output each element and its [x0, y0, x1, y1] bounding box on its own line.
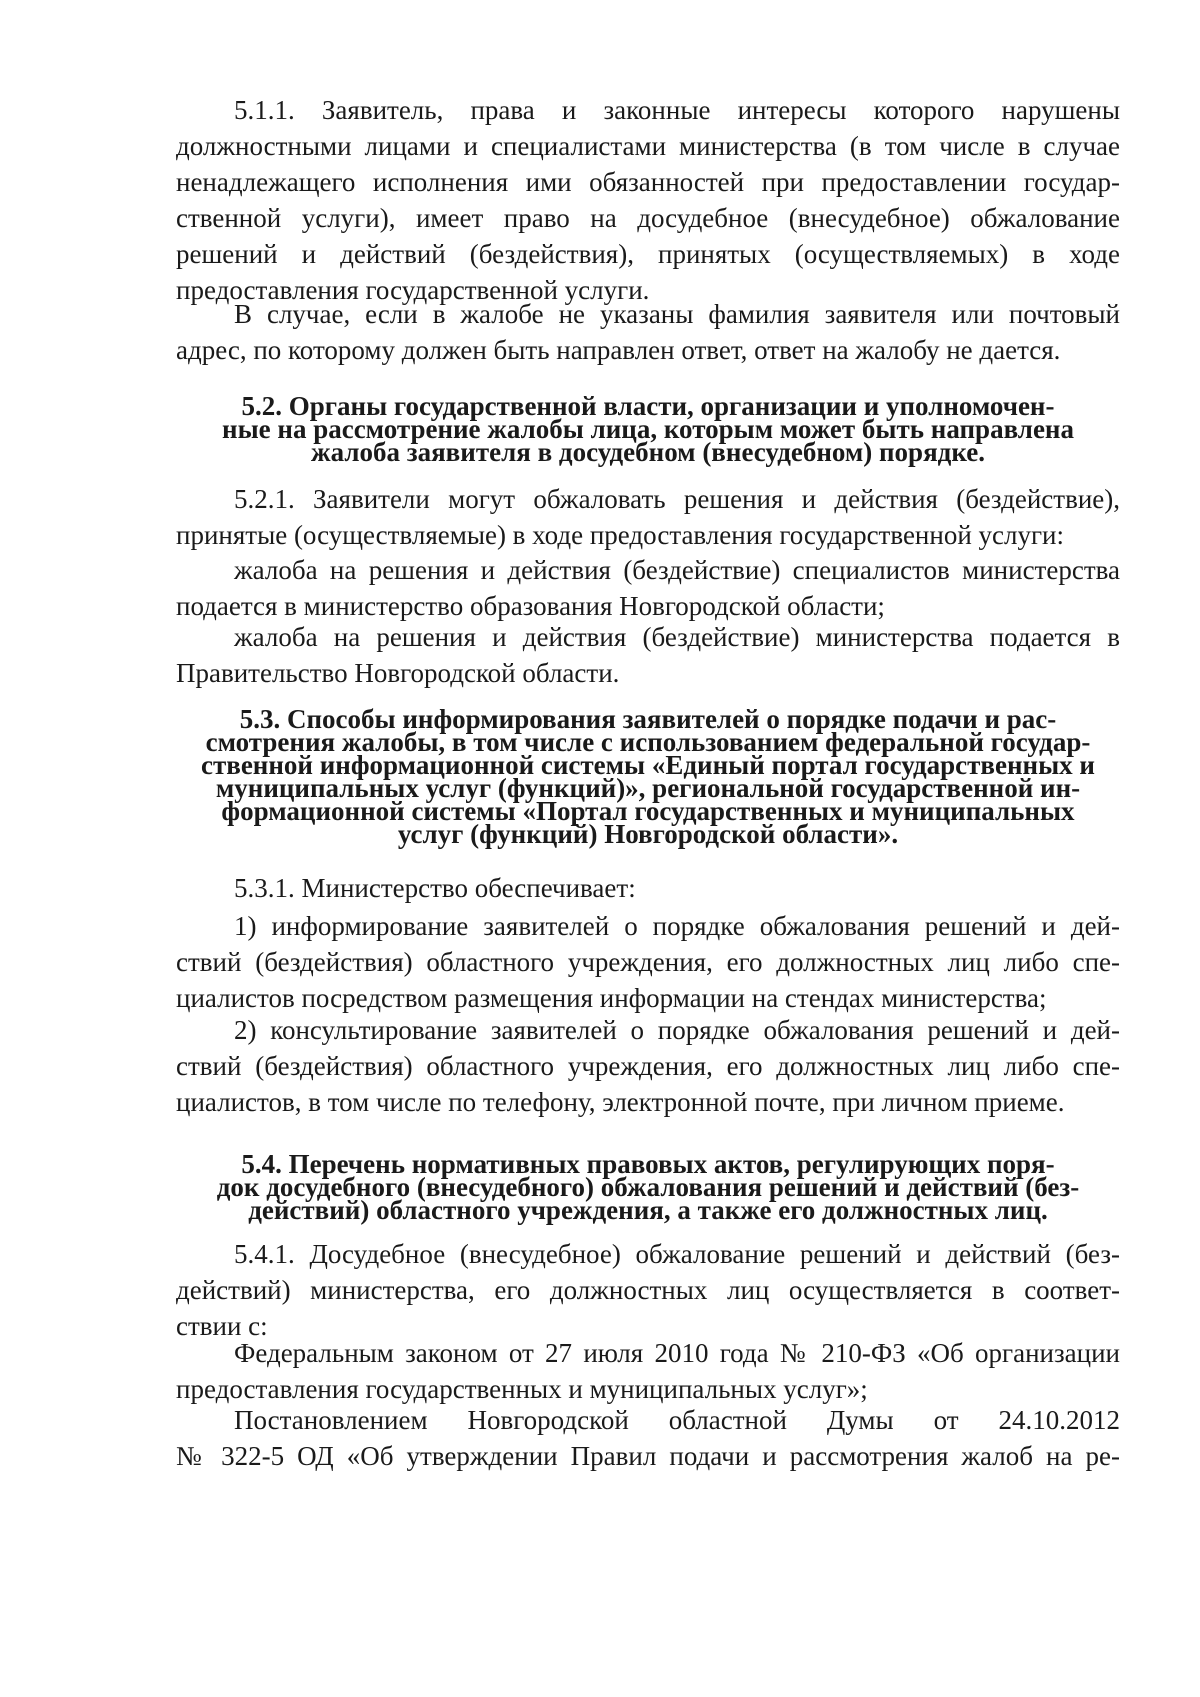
text-line: В случае, если в жалобе не указаны фамилия заявителя или почтовый: [234, 299, 1120, 329]
text-line: принятые (осуществляемые) в ходе предоставления государственной услуги:: [176, 520, 1065, 550]
text-line: 2) консультирование заявителей о порядке обжалования решений и дей-: [234, 1015, 1120, 1045]
paragraph-5-1-1-note: [176, 296, 1120, 368]
text-line: жалоба на решения и действия (бездействие) специалистов министерства: [234, 555, 1120, 585]
text-line: решений и действий (бездействия), принятых (осуществляемых) в ходе: [176, 239, 1120, 269]
paragraph-5-2-1-complaint-ministry: [176, 619, 1120, 691]
heading-line: услуг (функций) Новгородской области».: [397, 819, 899, 849]
heading-line: действий) областного учреждения, а также его должностных лиц.: [248, 1195, 1048, 1225]
text-line: циалистов посредством размещения информации на стендах министерства;: [176, 983, 1047, 1013]
text-line: ственной услуги), имеет право на досудебное (внесудебное) обжалование: [176, 203, 1120, 233]
paragraph-5-3-1: [176, 870, 1120, 906]
heading-line: ные на рассмотрение жалобы лица, которым может быть направлена: [222, 414, 1074, 444]
paragraph-5-3-1-item-1: [176, 908, 1120, 1016]
heading-5-3: [176, 704, 1120, 849]
paragraph-5-2-1: [176, 481, 1120, 553]
heading-line: док досудебного (внесудебного) обжалования решений и действий (без-: [216, 1172, 1080, 1202]
text-line: предоставления государственной услуги.: [176, 275, 650, 305]
text-line: ствий (бездействия) областного учреждения, его должностных лиц либо спе-: [176, 947, 1120, 977]
heading-line: 5.3. Способы информирования заявителей о порядке подачи и рас-: [239, 704, 1057, 734]
paragraph-regional-resolution: [176, 1402, 1120, 1474]
text-line: ствий (бездействия) областного учреждения, его должностных лиц либо спе-: [176, 1051, 1120, 1081]
heading-line: смотрения жалобы, в том числе с использованием федеральной государ-: [205, 727, 1091, 757]
heading-line: муниципальных услуг (функций)», региональной государственной ин-: [215, 773, 1081, 803]
text-line: подается в министерство образования Новгородской области;: [176, 591, 885, 621]
text-line: ствии с:: [176, 1311, 268, 1341]
heading-5-2: [176, 391, 1120, 467]
text-line: 5.4.1. Досудебное (внесудебное) обжалование решений и действий (без-: [234, 1239, 1120, 1269]
text-line: должностными лицами и специалистами министерства (в том числе в случае: [176, 131, 1120, 161]
paragraph-5-1-1: [176, 92, 1120, 308]
text-line: Постановлением Новгородской областной Думы от 24.10.2012: [234, 1405, 1120, 1435]
text-line: Правительство Новгородской области.: [176, 658, 620, 688]
text-line: 5.3.1. Министерство обеспечивает:: [234, 873, 636, 903]
heading-line: жалоба заявителя в досудебном (внесудебном) порядке.: [311, 437, 985, 467]
text-line: циалистов, в том числе по телефону, электронной почте, при личном приеме.: [176, 1087, 1065, 1117]
text-line: № 322-5 ОД «Об утверждении Правил подачи и рассмотрения жалоб на ре-: [176, 1441, 1120, 1471]
heading-line: формационной системы «Портал государственных и муниципальных: [221, 796, 1075, 826]
heading-line: 5.2. Органы государственной власти, организации и уполномочен-: [241, 391, 1055, 421]
text-line: действий) министерства, его должностных лиц осуществляется в соответ-: [176, 1275, 1120, 1305]
text-line: жалоба на решения и действия (бездействие) министерства подается в: [234, 622, 1120, 652]
text-line: Федеральным законом от 27 июля 2010 года № 210-ФЗ «Об организации: [234, 1338, 1120, 1368]
text-line: 5.1.1. Заявитель, права и законные интересы которого нарушены: [234, 95, 1120, 125]
paragraph-federal-law: [176, 1335, 1120, 1407]
paragraph-5-3-1-item-2: [176, 1012, 1120, 1120]
text-line: 1) информирование заявителей о порядке обжалования решений и дей-: [234, 911, 1120, 941]
text-line: 5.2.1. Заявители могут обжаловать решения и действия (бездействие),: [234, 484, 1120, 514]
text-line: предоставления государственных и муниципальных услуг»;: [176, 1374, 868, 1404]
heading-line: 5.4. Перечень нормативных правовых актов, регулирующих поря-: [241, 1149, 1055, 1179]
heading-5-4: [176, 1149, 1120, 1225]
heading-line: ственной информационной системы «Единый портал государственных и: [201, 750, 1095, 780]
text-line: адрес, по которому должен быть направлен ответ, ответ на жалобу не дается.: [176, 335, 1061, 365]
paragraph-5-4-1: [176, 1236, 1120, 1344]
text-line: ненадлежащего исполнения ими обязанностей при предоставлении государ-: [176, 167, 1120, 197]
paragraph-5-2-1-complaint-specialists: [176, 552, 1120, 624]
